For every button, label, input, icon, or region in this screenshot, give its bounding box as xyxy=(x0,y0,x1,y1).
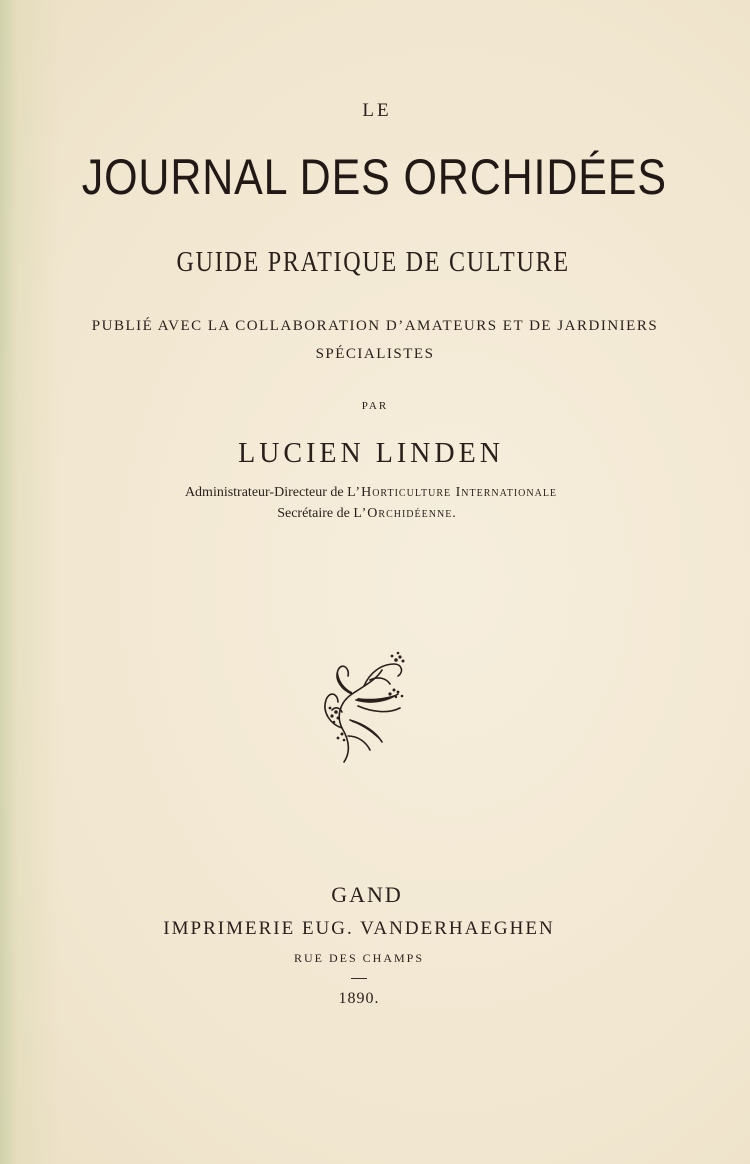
page-title: JOURNAL DES ORCHIDÉES xyxy=(81,149,667,205)
imprint-printer: IMPRIMERIE EUG. VANDERHAEGHEN xyxy=(163,918,555,939)
imprint-street: RUE DES CHAMPS xyxy=(293,951,425,965)
author-role-2-prefix: Secrétaire de xyxy=(277,506,354,521)
author-role-1 xyxy=(0,485,746,501)
imprint-divider xyxy=(351,978,367,979)
author-role-2-org: L’Orchidéenne. xyxy=(353,506,457,521)
author-name: LUCIEN LINDEN xyxy=(238,438,504,469)
floral-ornament-icon xyxy=(312,650,412,765)
author-role-2 xyxy=(0,506,742,522)
title-article: LE xyxy=(362,100,392,121)
imprint-city: GAND xyxy=(331,882,403,907)
author-role-1-prefix: Administrateur-Directeur de xyxy=(184,485,348,500)
by-label: PAR xyxy=(361,400,389,412)
collaboration-line-1: PUBLIÉ AVEC LA COLLABORATION D’AMATEURS ET DE JARDINIERS xyxy=(91,318,659,334)
author-role-1-org: L’Horticulture Internationale xyxy=(347,485,558,500)
page-subtitle: GUIDE PRATIQUE DE CULTURE xyxy=(176,247,570,278)
collaboration-line-2: SPÉCIALISTES xyxy=(315,346,435,362)
imprint-year: 1890. xyxy=(338,990,380,1007)
